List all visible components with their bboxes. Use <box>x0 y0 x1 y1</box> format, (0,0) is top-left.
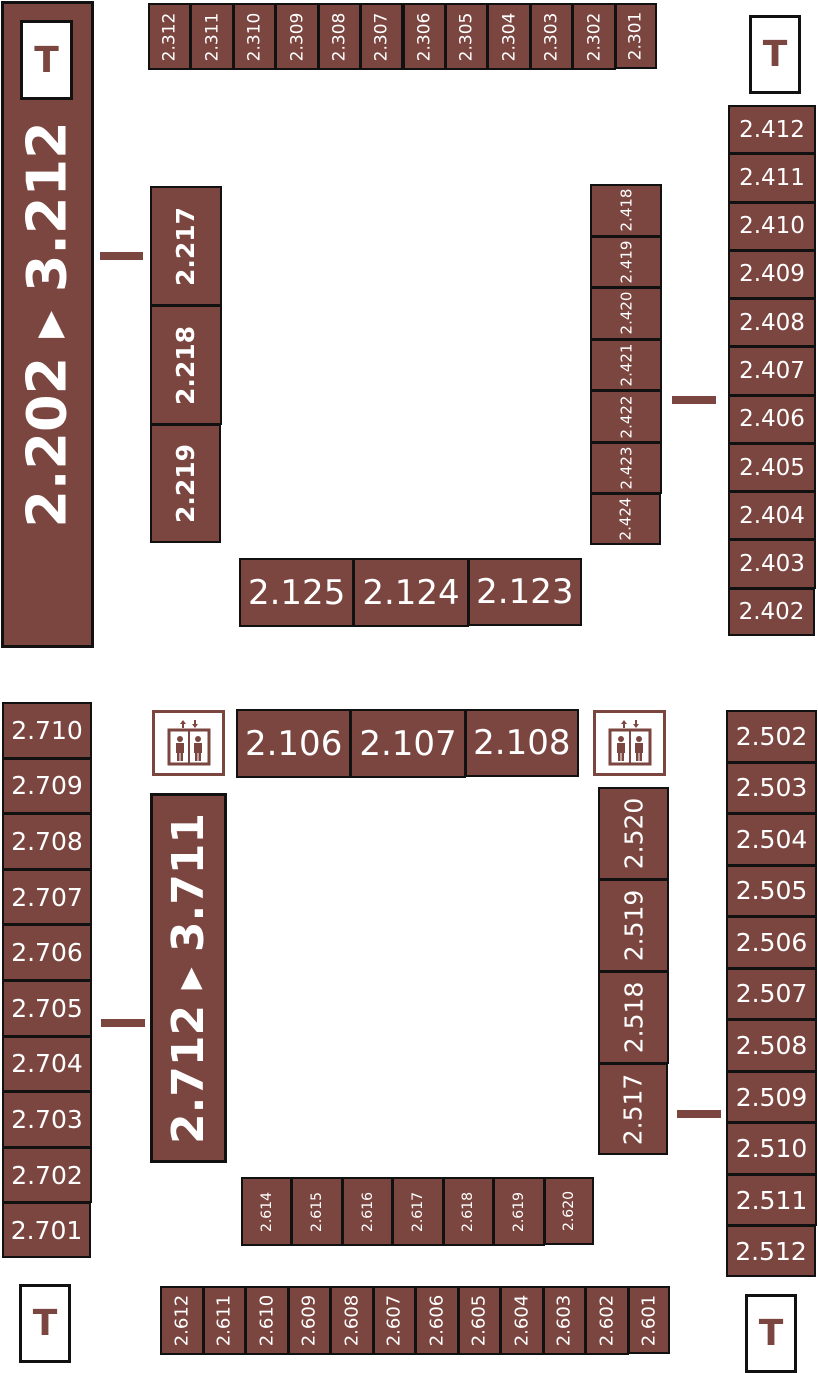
room-label: 2.601 <box>638 1294 660 1346</box>
room-label: 2.509 <box>735 1082 808 1112</box>
room-2-424[interactable] <box>590 493 661 545</box>
room-2-708[interactable] <box>2 813 92 870</box>
room-label: 2.620 <box>560 1190 577 1232</box>
room-label: 2.404 <box>739 502 805 529</box>
room-2-509[interactable] <box>726 1071 817 1124</box>
room-2-506[interactable] <box>726 916 817 969</box>
room-label: 2.511 <box>735 1185 808 1215</box>
room-2-418[interactable] <box>590 184 662 237</box>
room-label: 2.503 <box>735 773 808 803</box>
room-label: 2.520 <box>619 797 649 870</box>
room-2-517[interactable] <box>598 1063 668 1155</box>
room-2-404[interactable] <box>728 491 816 540</box>
room-2-601[interactable] <box>628 1286 671 1354</box>
room-label: 2.710 <box>11 715 83 745</box>
room-label: 2.403 <box>739 551 805 578</box>
room-2-108[interactable] <box>465 709 579 777</box>
room-2-503[interactable] <box>726 762 817 815</box>
room-label: 2.219 <box>171 443 201 524</box>
room-2-419[interactable] <box>590 236 662 289</box>
room-label: 2.411 <box>739 164 805 191</box>
room-label: 2.304 <box>499 12 520 61</box>
room-2-308[interactable] <box>318 3 361 70</box>
room-label: 2.312 <box>159 12 180 61</box>
room-label: 2.402 <box>738 598 805 625</box>
room-label: 2.217 <box>171 206 201 286</box>
room-label: 2.106 <box>244 723 343 764</box>
room-2-518[interactable] <box>598 971 669 1064</box>
room-label: 2.610 <box>256 1294 278 1347</box>
room-2-701[interactable] <box>2 1202 91 1258</box>
room-label: 2.419 <box>616 240 635 284</box>
room-label: 2.302 <box>583 12 604 61</box>
room-label: 2.305 <box>456 12 477 61</box>
room-2-124[interactable] <box>353 558 468 627</box>
room-label: 2.706 <box>11 938 83 968</box>
room-2-405[interactable] <box>728 443 816 492</box>
room-2-611[interactable] <box>203 1286 247 1355</box>
room-2-306[interactable] <box>403 3 446 70</box>
room-2-310[interactable] <box>233 3 276 70</box>
room-2-511[interactable] <box>726 1174 817 1227</box>
room-label: 2.308 <box>329 12 350 61</box>
room-label: 2.410 <box>739 213 805 240</box>
room-2-610[interactable] <box>245 1286 289 1355</box>
room-label: 2.614 <box>258 1191 275 1232</box>
room-2-219[interactable] <box>150 424 221 543</box>
room-label: 2.125 <box>247 572 346 613</box>
room-label: 2.424 <box>616 497 635 541</box>
room-label: 2.517 <box>618 1073 648 1145</box>
toilet-symbol: T <box>758 1313 784 1354</box>
room-2-218[interactable] <box>150 305 222 425</box>
room-label: 2.618 <box>460 1191 477 1232</box>
room-label: 2.311 <box>202 12 223 61</box>
room-2-707[interactable] <box>2 869 92 926</box>
room-label: 2.301 <box>625 11 646 61</box>
room-2-605[interactable] <box>458 1286 502 1355</box>
room-label: 2.619 <box>510 1191 527 1232</box>
room-2-421[interactable] <box>590 339 662 392</box>
room-2-411[interactable] <box>728 153 816 202</box>
room-2-618[interactable] <box>443 1177 494 1246</box>
room-label: 2.701 <box>10 1215 83 1245</box>
room-label: 2.518 <box>619 981 649 1054</box>
connector-line <box>100 252 143 260</box>
room-label: 2.421 <box>616 343 635 387</box>
room-2-307[interactable] <box>360 3 403 70</box>
room-2-406[interactable] <box>728 395 816 444</box>
room-2-123[interactable] <box>468 558 582 626</box>
room-label: 2.609 <box>298 1294 320 1347</box>
room-2-507[interactable] <box>726 968 817 1021</box>
room-label: 2.612 <box>171 1294 193 1347</box>
room-label: 2.617 <box>409 1191 426 1232</box>
room-2-403[interactable] <box>728 539 816 588</box>
room-label: 2.310 <box>244 12 265 61</box>
room-label: 2.604 <box>511 1294 533 1347</box>
room-2-604[interactable] <box>500 1286 544 1355</box>
room-label: 2.709 <box>11 771 83 801</box>
room-label: 2.608 <box>341 1294 363 1347</box>
room-label: 2.123 <box>476 572 574 612</box>
range-label-text: 2.712 ▸ 3.711 <box>163 812 215 1144</box>
connector-line <box>677 1110 721 1118</box>
room-2-607[interactable] <box>373 1286 417 1355</box>
room-label: 2.412 <box>739 116 805 143</box>
room-label: 2.603 <box>553 1294 575 1347</box>
room-label: 2.615 <box>309 1191 326 1232</box>
room-2-502[interactable] <box>726 710 817 763</box>
toilet-sign-icon <box>19 1284 71 1363</box>
room-label: 2.704 <box>11 1049 83 1079</box>
range-label-text: 2.202 ▸ 3.212 <box>16 121 80 528</box>
room-2-710[interactable] <box>2 702 92 759</box>
toilet-sign-icon <box>745 1294 797 1373</box>
room-2-303[interactable] <box>530 3 573 70</box>
room-label: 2.423 <box>616 446 635 490</box>
room-label: 2.406 <box>739 406 805 433</box>
room-label: 2.309 <box>286 12 307 61</box>
room-2-301[interactable] <box>615 3 657 69</box>
room-label: 2.708 <box>11 826 83 856</box>
toilet-symbol: T <box>762 34 788 75</box>
room-2-603[interactable] <box>543 1286 587 1355</box>
room-label: 2.422 <box>616 395 635 439</box>
room-label: 2.616 <box>359 1191 376 1232</box>
room-2-505[interactable] <box>726 865 817 918</box>
range-label-2712-3711 <box>150 793 227 1163</box>
room-2-608[interactable] <box>330 1286 374 1355</box>
room-2-510[interactable] <box>726 1122 817 1175</box>
elevator-icon <box>152 710 225 776</box>
room-2-302[interactable] <box>572 3 615 70</box>
room-2-508[interactable] <box>726 1019 817 1072</box>
room-2-422[interactable] <box>590 390 662 443</box>
room-2-412[interactable] <box>728 105 816 154</box>
room-2-519[interactable] <box>598 879 669 972</box>
room-2-309[interactable] <box>275 3 318 70</box>
room-2-304[interactable] <box>487 3 530 70</box>
room-2-617[interactable] <box>392 1177 443 1246</box>
room-label: 2.707 <box>11 882 83 912</box>
room-label: 2.607 <box>383 1294 405 1347</box>
toilet-symbol: T <box>32 1303 58 1344</box>
room-2-704[interactable] <box>2 1036 92 1093</box>
room-label: 2.507 <box>735 979 808 1009</box>
room-2-705[interactable] <box>2 980 92 1037</box>
room-label: 2.702 <box>11 1160 83 1190</box>
room-2-217[interactable] <box>150 186 222 306</box>
room-2-107[interactable] <box>350 709 465 778</box>
room-label: 2.510 <box>735 1134 808 1164</box>
room-2-703[interactable] <box>2 1091 92 1148</box>
connector-line <box>101 1019 145 1027</box>
room-label: 2.218 <box>171 325 201 405</box>
room-label: 2.703 <box>11 1104 83 1134</box>
room-2-410[interactable] <box>728 202 816 251</box>
room-label: 2.108 <box>473 723 571 763</box>
room-2-614[interactable] <box>241 1177 292 1246</box>
room-2-616[interactable] <box>342 1177 393 1246</box>
room-label: 2.306 <box>414 12 435 61</box>
room-2-408[interactable] <box>728 298 816 347</box>
connector-line <box>672 396 716 404</box>
room-label: 2.605 <box>468 1294 490 1347</box>
room-2-125[interactable] <box>239 558 354 627</box>
room-label: 2.606 <box>426 1294 448 1347</box>
room-2-311[interactable] <box>190 3 233 70</box>
room-label: 2.407 <box>739 357 805 384</box>
toilet-symbol: T <box>34 39 59 81</box>
room-label: 2.405 <box>739 454 805 481</box>
room-label: 2.418 <box>616 188 635 232</box>
room-2-420[interactable] <box>590 287 662 340</box>
room-2-620[interactable] <box>544 1177 594 1245</box>
room-label: 2.506 <box>735 927 808 957</box>
toilet-sign-icon <box>749 15 801 94</box>
room-2-305[interactable] <box>445 3 488 70</box>
room-label: 2.409 <box>739 261 805 288</box>
room-label: 2.508 <box>735 1031 808 1061</box>
room-2-706[interactable] <box>2 924 92 981</box>
room-2-512[interactable] <box>726 1225 816 1277</box>
room-2-409[interactable] <box>728 250 816 299</box>
room-2-312[interactable] <box>148 3 191 70</box>
room-label: 2.307 <box>371 12 392 61</box>
room-label: 2.512 <box>735 1236 807 1266</box>
room-2-612[interactable] <box>160 1286 204 1355</box>
room-2-602[interactable] <box>585 1286 629 1355</box>
room-label: 2.705 <box>11 993 83 1023</box>
room-2-423[interactable] <box>590 442 662 495</box>
room-label: 2.408 <box>739 309 805 336</box>
room-label: 2.504 <box>735 824 808 854</box>
room-2-520[interactable] <box>598 787 669 880</box>
room-2-402[interactable] <box>728 588 815 636</box>
room-2-106[interactable] <box>236 709 351 778</box>
room-2-615[interactable] <box>291 1177 342 1246</box>
room-label: 2.611 <box>213 1294 235 1347</box>
room-2-609[interactable] <box>288 1286 332 1355</box>
room-label: 2.505 <box>735 876 808 906</box>
room-label: 2.420 <box>616 291 635 335</box>
room-2-709[interactable] <box>2 758 92 815</box>
room-2-702[interactable] <box>2 1147 92 1204</box>
room-label: 2.502 <box>735 721 808 751</box>
room-label: 2.107 <box>359 723 457 764</box>
room-2-606[interactable] <box>415 1286 459 1355</box>
room-2-407[interactable] <box>728 346 816 395</box>
room-label: 2.519 <box>619 889 649 962</box>
room-2-504[interactable] <box>726 813 817 866</box>
room-label: 2.303 <box>541 12 562 61</box>
room-2-619[interactable] <box>493 1177 544 1246</box>
toilet-sign-icon <box>20 20 73 100</box>
elevator-icon <box>593 710 666 776</box>
room-label: 2.124 <box>362 572 460 613</box>
room-label: 2.602 <box>596 1294 618 1347</box>
